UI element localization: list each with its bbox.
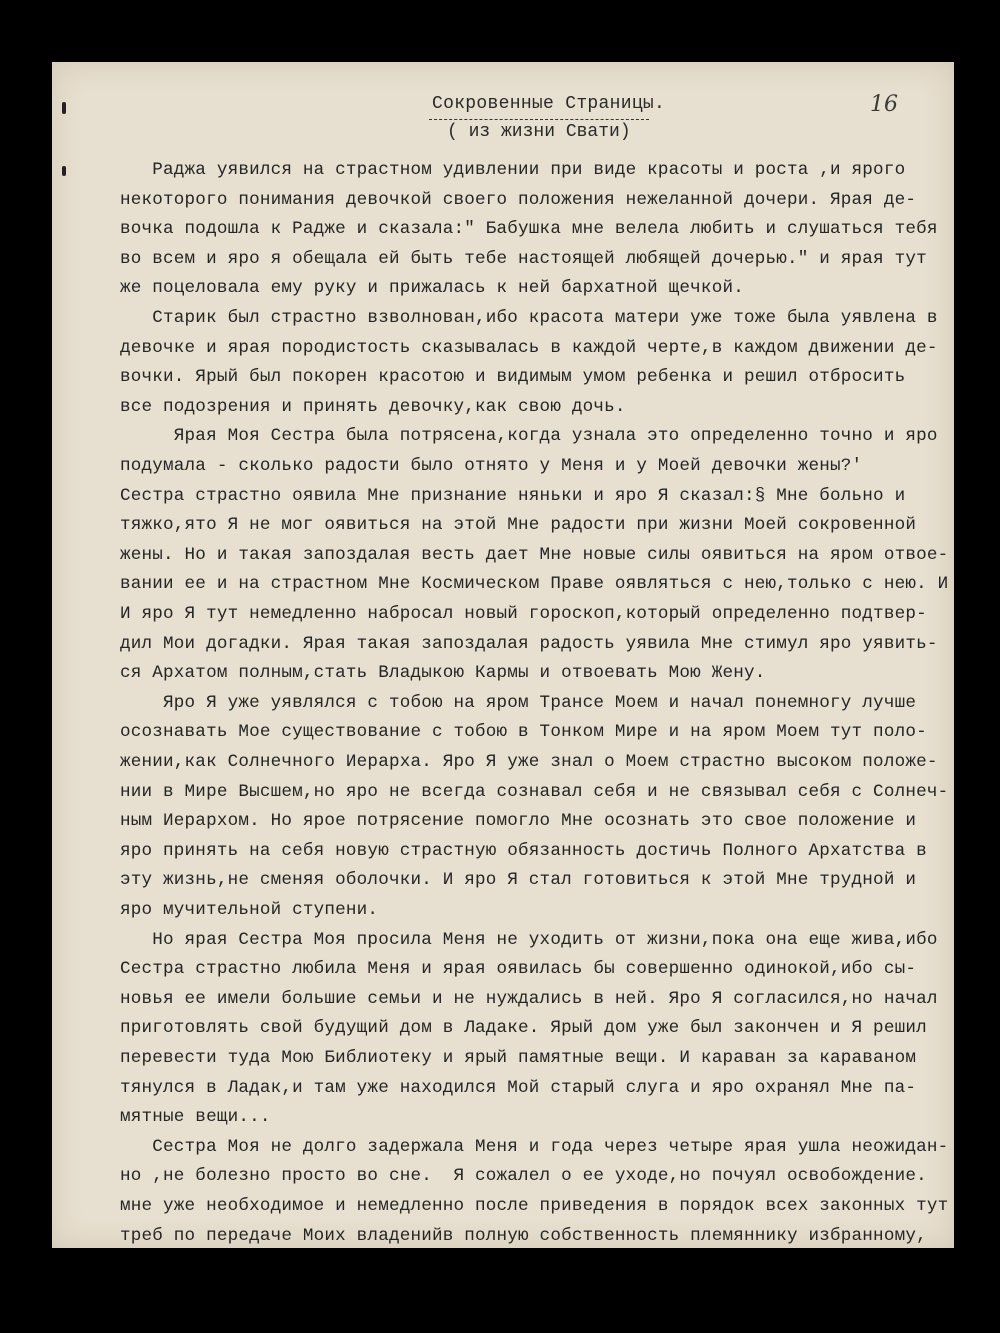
text-line: яро принять на себя новую страстную обязанность достичь Полного Архатства в (120, 840, 927, 861)
text-line: Ярая Моя Сестра была потрясена,когда узнала это определенно точно и яро (120, 426, 938, 447)
text-line: Сестра Моя не долго задержала Меня и года через четыре ярая ушла неожидан- (120, 1136, 949, 1157)
text-line: приготовлять свой будущий дом в Ладаке. Ярый дом уже был закончен и Я решил (120, 1018, 927, 1039)
text-line: нии в Мире Высшем,но яро не всегда сознавал себя и не связывал себя с Солнеч- (120, 781, 949, 802)
text-line: Сестра страстно любила Меня и ярая оявилась бы совершенно одинокой,ибо сы- (120, 959, 917, 980)
text-line: мятные вещи... (120, 1107, 271, 1128)
text-line: эту жизнь,не сменяя оболочки. И яро Я стал готовиться к этой Мне трудной и (120, 870, 917, 891)
text-line: яро мучительной ступени. (120, 900, 379, 920)
text-line: ным Иерархом. Но ярое потрясение помогло Мне осознать это свое положение и (120, 811, 917, 832)
title-underline (429, 119, 649, 120)
text-line: жены. Но и такая запоздалая весть дает Мне новые силы оявиться на яром отвое- (120, 544, 949, 565)
text-line: все подозрения и принять девочку,как свою дочь. (120, 396, 626, 417)
text-line: новья ее имели большие семьи и не нуждались в ней. Яро Я согласился,но начал (120, 988, 938, 1009)
text-line: Но ярая Сестра Моя просила Меня не уходить от жизни,пока она еще жива,ибо (120, 929, 938, 950)
text-line: тяжко,ято Я не мог оявиться на этой Мне радости при жизни Моей сокровенной (120, 515, 917, 536)
text-line: осознавать Мое существование с тобою в Тонком Мире и на яром Моем тут поло- (120, 722, 927, 743)
document-page (52, 62, 954, 1248)
text-line: Старик был страстно взволнован,ибо красота матери уже тоже была уявлена в (120, 308, 938, 328)
text-line: Раджа уявился на страстном удивлении при виде красоты и роста ,и ярого (120, 160, 906, 180)
text-line: мне уже необходимое и немедленно после приведения в порядок всех законных тут (120, 1196, 949, 1216)
text-line: вании ее и на страстном Мне Космическом Праве оявляться с нею,только с нею. И (120, 574, 949, 595)
text-line: жении,как Солнечного Иерарха. Яро Я уже знал о Моем страстно высоком положе- (120, 752, 938, 772)
text-line: вочки. Ярый был покорен красотою и видимым умом ребенка и решил отбросить (120, 367, 906, 388)
text-line: вочка подошла к Радже и сказала:" Бабушка мне велела любить и слушаться тебя (120, 219, 938, 240)
page-subtitle: ( из жизни Свати) (447, 122, 631, 142)
page-title: Сокровенные Страницы. (432, 94, 666, 114)
text-line: подумала - сколько радости было отнято у Меня и у Моей девочки жены?' (120, 456, 863, 476)
page-number: 16 (870, 92, 898, 117)
text-line: тянулся в Ладак,и там уже находился Мой старый слуга и яро охранял Мне па- (120, 1077, 917, 1098)
text-line: же поцеловала ему руку и прижалась к ней бархатной щечкой. (120, 278, 744, 299)
text-line: но ,не болезно просто во сне. Я сожалел о ее уходе,но почуял освобождение. (120, 1166, 927, 1187)
text-line: И яро Я тут немедленно набросал новый гороскоп,который определенно подтвер- (120, 604, 927, 624)
text-line: Сестра страстно оявила Мне признание няньки и яро Я сказал:§ Мне больно и (120, 485, 906, 506)
text-line: ся Архатом полным,стать Владыкою Кармы и отвоевать Мою Жену. (120, 663, 766, 684)
text-line: треб по передаче Моих владенийв полную собственность племяннику избранному, (120, 1225, 927, 1246)
text-line: дил Мои догадки. Ярая такая запоздалая радость уявила Мне стимул яро уявить- (120, 633, 938, 654)
punch-hole (62, 102, 66, 114)
text-line: во всем и яро я обещала ей быть тебе настоящей любящей дочерью." и ярая тут (120, 248, 927, 269)
text-line: некоторого понимания девочкой своего положения нежеланной дочери. Ярая де- (120, 189, 917, 210)
text-line: девочке и ярая породистость сказывалась в каждой черте,в каждом движении де- (120, 337, 938, 358)
text-line: Яро Я уже уявлялся с тобою на яром Трансе Моем и начал понемногу лучше (120, 692, 917, 713)
text-line: перевести туда Мою Библиотеку и ярый памятные вещи. И караван за караваном (120, 1048, 917, 1068)
punch-hole (62, 166, 66, 176)
